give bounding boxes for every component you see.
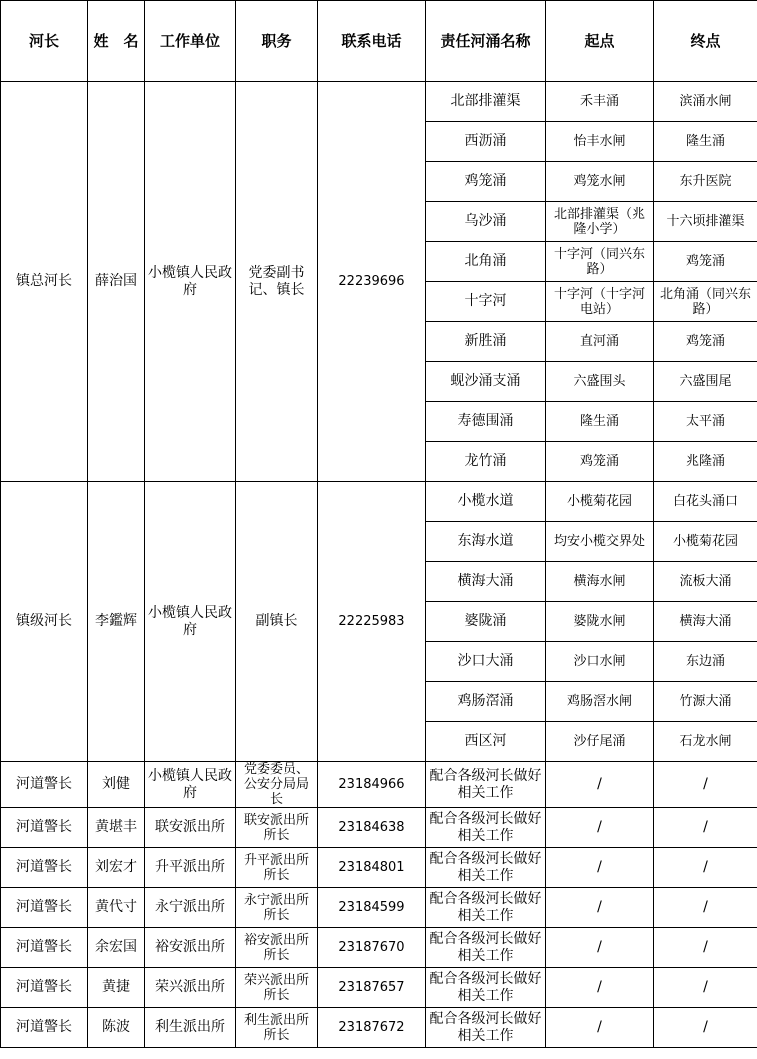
police-duty-cell: 配合各级河长做好相关工作 [426,762,546,808]
river-start-cell: 沙仔尾涌 [546,722,654,762]
police-unit-cell: 联安派出所 [145,808,236,848]
police-position-cell: 利生派出所所长 [236,1008,318,1048]
header-start: 起点 [546,1,654,82]
police-position-cell: 裕安派出所所长 [236,928,318,968]
river-start-cell: 婆陇水闸 [546,602,654,642]
police-position-cell: 升平派出所所长 [236,848,318,888]
police-duty-cell: 配合各级河长做好相关工作 [426,1008,546,1048]
river-end-cell: 太平涌 [654,402,757,442]
police-end-cell: / [654,1008,757,1048]
river-end-cell: 滨涌水闸 [654,82,757,122]
chief-name-cell: 李鑑辉 [88,482,145,762]
header-row [1,1,757,82]
police-duty-cell: 配合各级河长做好相关工作 [426,888,546,928]
police-start-cell: / [546,848,654,888]
river-end-cell: 竹源大涌 [654,682,757,722]
river-name-cell: 鸡笼涌 [426,162,546,202]
police-phone-cell: 23184966 [318,762,426,808]
table-row [1,968,757,1008]
police-position-cell: 永宁派出所所长 [236,888,318,928]
river-start-cell: 十字河（同兴东路） [546,242,654,282]
police-position-cell: 党委委员、公安分局局长 [236,762,318,808]
river-end-cell: 小榄菊花园 [654,522,757,562]
river-end-cell: 东边涌 [654,642,757,682]
table-row [1,848,757,888]
table-row [1,482,757,522]
police-role-cell: 河道警长 [1,1008,88,1048]
police-start-cell: / [546,888,654,928]
river-name-cell: 蚬沙涌支涌 [426,362,546,402]
header-name: 姓 名 [88,1,145,82]
river-start-cell: 沙口水闸 [546,642,654,682]
police-role-cell: 河道警长 [1,848,88,888]
table-row [1,82,757,122]
police-phone-cell: 23187670 [318,928,426,968]
river-start-cell: 北部排灌渠（兆隆小学） [546,202,654,242]
river-end-cell: 隆生涌 [654,122,757,162]
police-role-cell: 河道警长 [1,808,88,848]
river-end-cell: 白花头涌口 [654,482,757,522]
police-end-cell: / [654,848,757,888]
police-role-cell: 河道警长 [1,762,88,808]
table-row [1,1008,757,1048]
river-name-cell: 龙竹涌 [426,442,546,482]
river-end-cell: 流板大涌 [654,562,757,602]
river-name-cell: 乌沙涌 [426,202,546,242]
police-phone-cell: 23187672 [318,1008,426,1048]
police-duty-cell: 配合各级河长做好相关工作 [426,968,546,1008]
table-row [1,808,757,848]
header-position: 职务 [236,1,318,82]
river-name-cell: 鸡肠滘涌 [426,682,546,722]
chief-unit-cell: 小榄镇人民政府 [145,82,236,482]
police-phone-cell: 23184599 [318,888,426,928]
police-phone-cell: 23187657 [318,968,426,1008]
river-name-cell: 婆陇涌 [426,602,546,642]
police-phone-cell: 23184801 [318,848,426,888]
police-unit-cell: 升平派出所 [145,848,236,888]
police-unit-cell: 裕安派出所 [145,928,236,968]
police-role-cell: 河道警长 [1,888,88,928]
police-end-cell: / [654,888,757,928]
header-end: 终点 [654,1,757,82]
river-end-cell: 鸡笼涌 [654,242,757,282]
river-start-cell: 隆生涌 [546,402,654,442]
police-end-cell: / [654,968,757,1008]
river-name-cell: 小榄水道 [426,482,546,522]
chief-position-cell: 副镇长 [236,482,318,762]
police-unit-cell: 小榄镇人民政府 [145,762,236,808]
river-name-cell: 西区河 [426,722,546,762]
police-name-cell: 黄捷 [88,968,145,1008]
river-end-cell: 北角涌（同兴东路） [654,282,757,322]
police-unit-cell: 荣兴派出所 [145,968,236,1008]
chief-unit-cell: 小榄镇人民政府 [145,482,236,762]
river-name-cell: 北部排灌渠 [426,82,546,122]
river-end-cell: 十六顷排灌渠 [654,202,757,242]
chief-phone-cell: 22239696 [318,82,426,482]
police-unit-cell: 利生派出所 [145,1008,236,1048]
police-name-cell: 黄堪丰 [88,808,145,848]
river-start-cell: 十字河（十字河电站） [546,282,654,322]
river-name-cell: 新胜涌 [426,322,546,362]
police-end-cell: / [654,928,757,968]
table-row [1,762,757,808]
river-name-cell: 寿德围涌 [426,402,546,442]
river-end-cell: 兆隆涌 [654,442,757,482]
police-start-cell: / [546,762,654,808]
police-start-cell: / [546,1008,654,1048]
river-end-cell: 鸡笼涌 [654,322,757,362]
police-end-cell: / [654,808,757,848]
table-row [1,888,757,928]
police-position-cell: 荣兴派出所所长 [236,968,318,1008]
police-unit-cell: 永宁派出所 [145,888,236,928]
river-start-cell: 鸡笼涌 [546,442,654,482]
table-body [1,82,757,1048]
chief-phone-cell: 22225983 [318,482,426,762]
header-role: 河长 [1,1,88,82]
header-river: 责任河涌名称 [426,1,546,82]
police-role-cell: 河道警长 [1,928,88,968]
river-name-cell: 北角涌 [426,242,546,282]
chief-position-cell: 党委副书记、镇长 [236,82,318,482]
chief-role-cell: 镇总河长 [1,82,88,482]
police-role-cell: 河道警长 [1,968,88,1008]
river-start-cell: 小榄菊花园 [546,482,654,522]
police-name-cell: 余宏国 [88,928,145,968]
police-name-cell: 陈波 [88,1008,145,1048]
river-name-cell: 东海水道 [426,522,546,562]
police-position-cell: 联安派出所所长 [236,808,318,848]
police-start-cell: / [546,928,654,968]
police-duty-cell: 配合各级河长做好相关工作 [426,848,546,888]
river-end-cell: 六盛围尾 [654,362,757,402]
header-unit: 工作单位 [145,1,236,82]
police-end-cell: / [654,762,757,808]
chief-role-cell: 镇级河长 [1,482,88,762]
river-end-cell: 东升医院 [654,162,757,202]
river-start-cell: 怡丰水闸 [546,122,654,162]
river-end-cell: 石龙水闸 [654,722,757,762]
police-name-cell: 黄代寸 [88,888,145,928]
police-start-cell: / [546,808,654,848]
river-start-cell: 鸡肠滘水闸 [546,682,654,722]
river-start-cell: 禾丰涌 [546,82,654,122]
police-duty-cell: 配合各级河长做好相关工作 [426,808,546,848]
police-duty-cell: 配合各级河长做好相关工作 [426,928,546,968]
river-start-cell: 均安小榄交界处 [546,522,654,562]
table-row [1,928,757,968]
river-name-cell: 十字河 [426,282,546,322]
police-name-cell: 刘健 [88,762,145,808]
police-start-cell: / [546,968,654,1008]
chief-name-cell: 薛治国 [88,82,145,482]
river-name-cell: 西沥涌 [426,122,546,162]
river-start-cell: 横海水闸 [546,562,654,602]
header-phone: 联系电话 [318,1,426,82]
police-name-cell: 刘宏才 [88,848,145,888]
river-start-cell: 六盛围头 [546,362,654,402]
river-start-cell: 鸡笼水闸 [546,162,654,202]
river-start-cell: 直河涌 [546,322,654,362]
police-phone-cell: 23184638 [318,808,426,848]
river-name-cell: 沙口大涌 [426,642,546,682]
river-name-cell: 横海大涌 [426,562,546,602]
river-end-cell: 横海大涌 [654,602,757,642]
